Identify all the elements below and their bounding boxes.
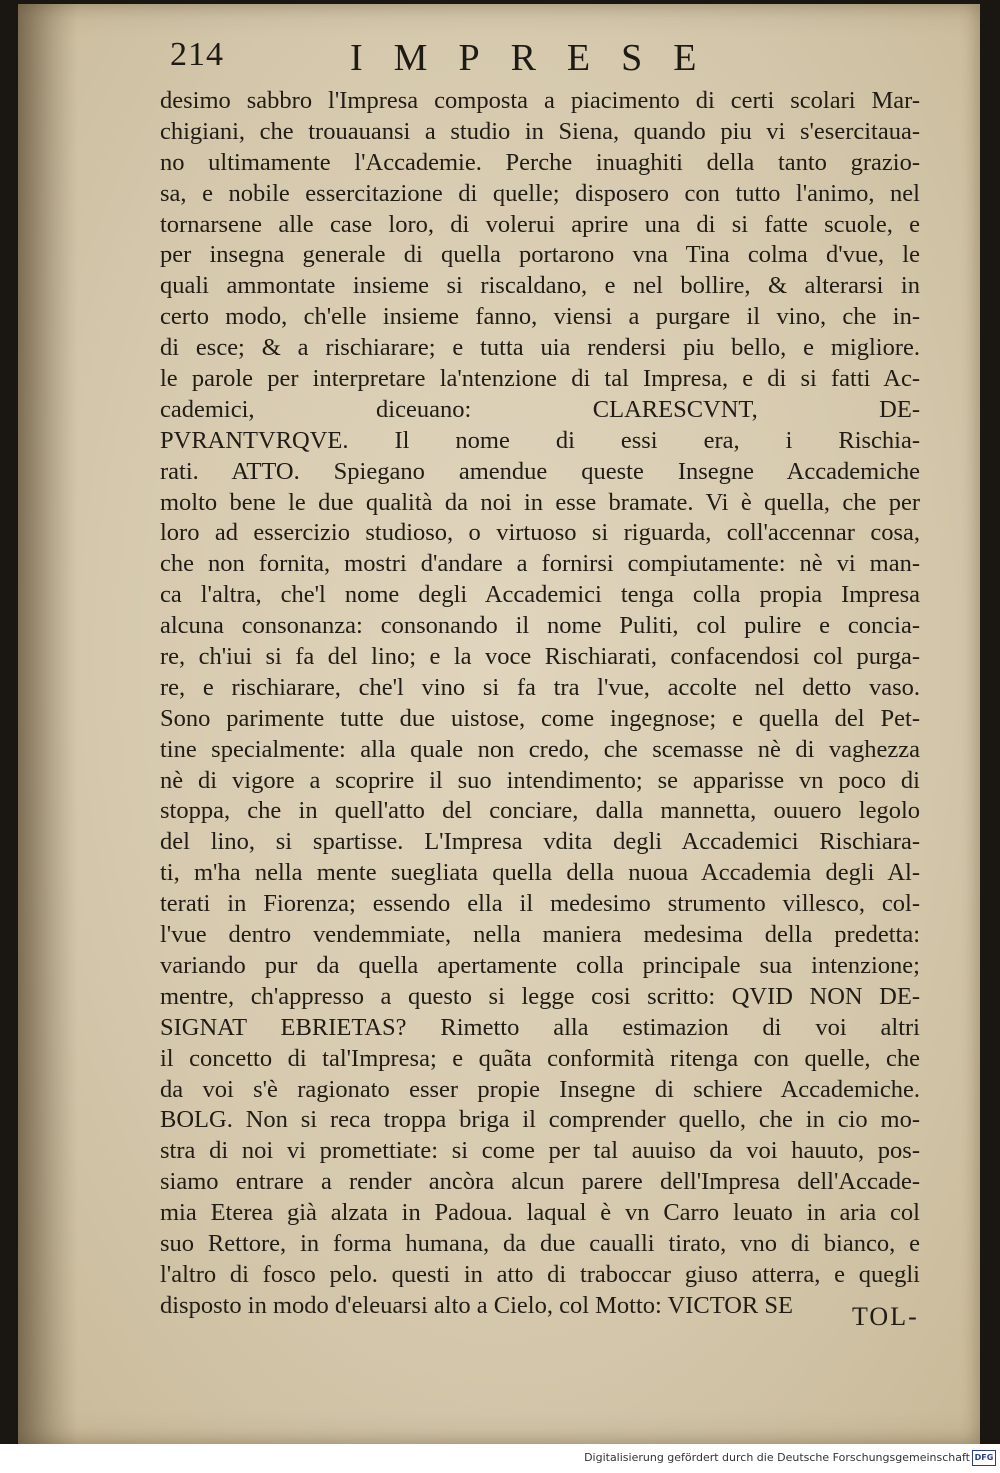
text-line: stra di noi vi promettiate: si come per tal auuiso da voi hauuto, pos- xyxy=(160,1137,920,1165)
funding-credit: Digitalisierung gefördert durch die Deutsche Forschungsgemeinschaft xyxy=(584,1451,970,1464)
text-line: le parole per interpretare la'ntenzione di tal Impresa, e di si fatti Ac- xyxy=(160,365,920,393)
text-line: Sono parimente tutte due uistose, come ingegnose; e quella del Pet- xyxy=(160,704,920,732)
text-line: per insegna generale di quella portarono vna Tina colma d'vue, le xyxy=(160,241,920,269)
text-line: molto bene le due qualità da noi in esse bramate. Vi è quella, che per xyxy=(160,488,920,516)
text-line: l'altro di fosco pelo. questi in atto di traboccar giuso atterra, e quegli xyxy=(160,1260,920,1288)
text-line: variando pur da quella apertamente colla principale sua intenzione; xyxy=(160,951,920,979)
text-line: BOLG. Non si reca troppa briga il comprender quello, che in cio mo- xyxy=(160,1106,920,1134)
body-text xyxy=(160,86,920,1322)
text-line: sa, e nobile essercitazione di quelle; disposero con tutto l'animo, nel xyxy=(160,179,920,207)
text-line: PVRANTVRQVE. Il nome di essi era, i Rischia- xyxy=(160,426,920,454)
text-line: alcuna consonanza: consonando il nome Puliti, col pulire e concia- xyxy=(160,612,920,640)
text-line: siamo entrare a render ancòra alcun parere dell'Impresa dell'Accade- xyxy=(160,1168,920,1196)
catchword: TOL- xyxy=(852,1302,919,1331)
text-line: che non fornita, mostri d'andare a fornirsi compiutamente: nè vi man- xyxy=(160,550,920,578)
text-line: da voi s'è ragionato esser propie Insegne di schiere Accademiche. xyxy=(160,1075,920,1103)
text-line: terati in Fiorenza; essendo ella il medesimo strumento villesco, col- xyxy=(160,890,920,918)
text-line: re, ch'iui si fa del lino; e la voce Rischiarati, confacendosi col purga- xyxy=(160,643,920,671)
text-line: desimo sabbro l'Impresa composta a piacimento di certi scolari Mar- xyxy=(160,87,920,114)
footer-bar xyxy=(0,1444,1000,1473)
page-header xyxy=(170,36,930,86)
text-line: no ultimamente l'Accademie. Perche inuaghiti della tanto grazio- xyxy=(160,148,920,176)
text-line: l'vue dentro vendemmiate, nella maniera medesima della predetta: xyxy=(160,921,920,949)
text-line: il concetto di tal'Impresa; e quãta conformità ritenga con quelle, che xyxy=(160,1044,920,1072)
text-line: mia Eterea già alzata in Padoua. laqual è vn Carro leuato in aria col xyxy=(160,1199,920,1227)
text-line: quali ammontate insieme si riscaldano, e nel bollire, & alterarsi in xyxy=(160,272,920,300)
text-line: certo modo, ch'elle insieme fanno, viensi a purgare il vino, che in- xyxy=(160,303,920,331)
text-line: di esce; & a rischiarare; e tutta uia rendersi piu bello, e migliore. xyxy=(160,334,920,362)
text-line: cademici, diceuano: CLARESCVNT, DE- xyxy=(160,395,920,423)
text-line: mentre, ch'appresso a questo si legge cosi scritto: QVID NON DE- xyxy=(160,982,920,1010)
text-line: del lino, si spartisse. L'Impresa vdita degli Accademici Rischiara- xyxy=(160,828,920,856)
text-line: nè di vigore a scoprire il suo intendimento; se apparisse vn poco di xyxy=(160,766,920,794)
running-title: IMPRESE xyxy=(350,37,728,79)
page-number: 214 xyxy=(170,36,224,73)
text-line: tornarsene alle case loro, di volerui aprire una di si fatte scuole, e xyxy=(160,210,920,238)
text-line: re, e rischiarare, che'l vino si fa tra l'vue, accolte nel detto vaso. xyxy=(160,673,920,701)
dfg-logo-icon: DFG xyxy=(972,1450,996,1466)
text-line: rati. ATTO. Spiegano amendue queste Insegne Accademiche xyxy=(160,457,920,485)
text-line: chigiani, che trouauansi a studio in Siena, quando piu vi s'esercitaua- xyxy=(160,117,920,145)
text-line: disposto in modo d'eleuarsi alto a Cielo, col Motto: VICTOR SE xyxy=(160,1291,793,1319)
text-line: SIGNAT EBRIETAS? Rimetto alla estimazion di voi altri xyxy=(160,1013,920,1041)
text-line: ca l'altra, che'l nome degli Accademici tenga colla propia Impresa xyxy=(160,581,920,609)
text-line: ti, m'ha nella mente suegliata quella della nuoua Accademia degli Al- xyxy=(160,859,920,887)
text-line: stoppa, che in quell'atto del conciare, dalla mannetta, ouuero legolo xyxy=(160,797,920,825)
text-line: loro ad essercizio studioso, o virtuoso si riguarda, coll'accennar cosa, xyxy=(160,519,920,547)
text-line: suo Rettore, in forma humana, da due caualli tirato, vno di bianco, e xyxy=(160,1229,920,1257)
spine-shadow xyxy=(18,4,78,1444)
text-line: tine specialmente: alla quale non credo, che scemasse nè di vaghezza xyxy=(160,735,920,763)
